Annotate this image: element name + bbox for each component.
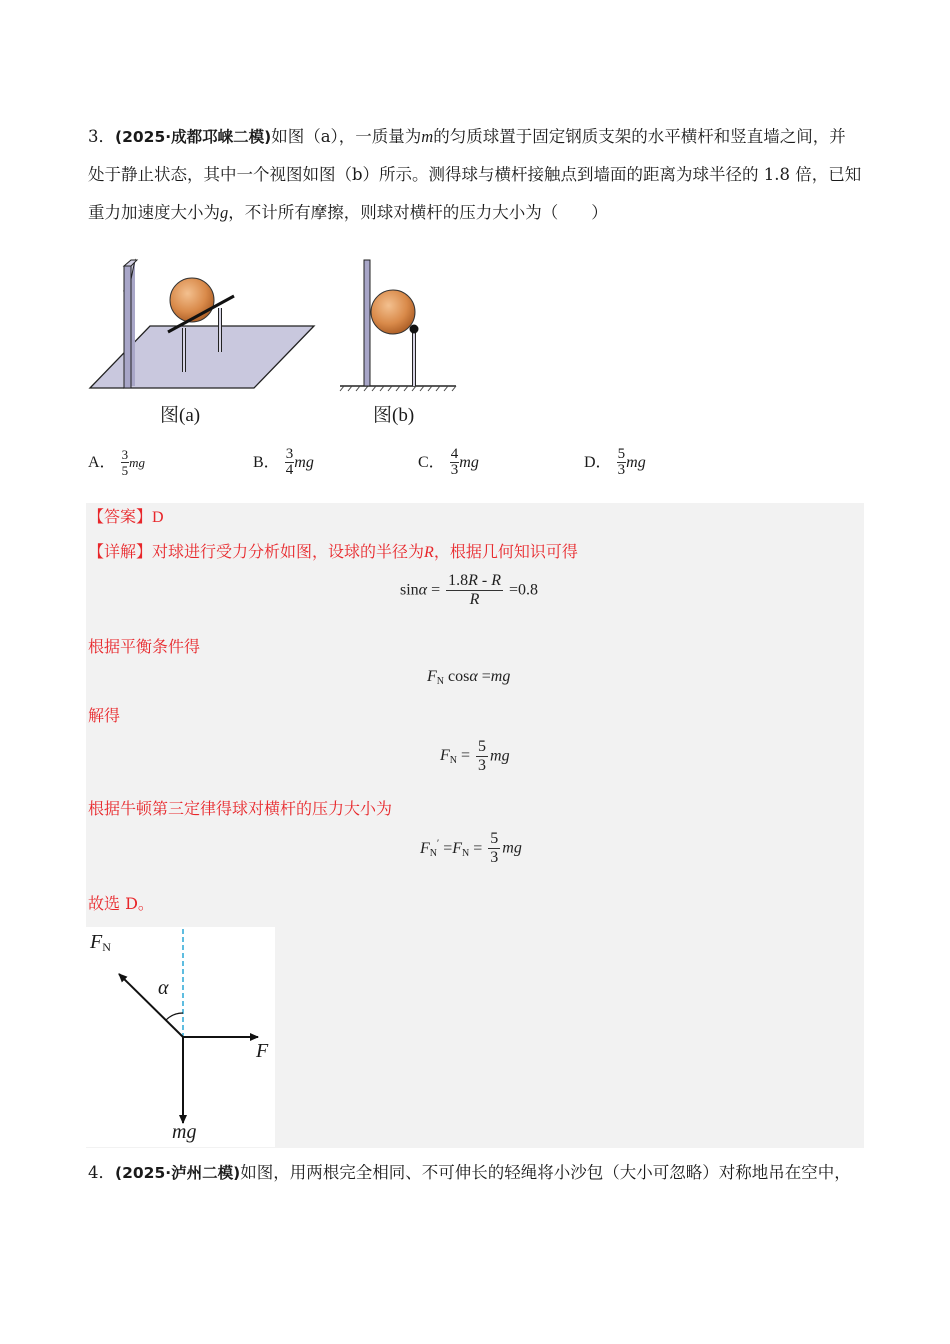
frac-num: 5 [478,738,487,755]
option-unit: mg [459,454,479,471]
question3-text: 如图（a），一质量为 [271,127,422,146]
option-letter: C． [418,454,445,471]
var-m: m [421,127,434,146]
figure-b [338,250,460,392]
option-b[interactable] [253,447,314,478]
frac-den: 3 [490,849,499,866]
formula-fn-prime: $F_N' =F_N$ = $\frac{5}{3}$ mg [420,830,522,866]
question3-line3 [88,202,608,224]
frac-num: 5 [617,446,626,462]
detail-label: 【详解】 [88,542,153,561]
force-diagram [86,927,275,1147]
frac-den: 3 [450,462,459,478]
formula-balance: $F_N$ cosα =mg [427,668,511,687]
answer-value: D [152,509,164,526]
frac-den: 4 [285,462,294,478]
text-balance: 根据平衡条件得 [88,637,201,656]
var-g: g [220,203,229,222]
frac-num: 3 [285,446,294,462]
option-a[interactable] [88,447,145,478]
text-solve: 解得 [88,706,121,725]
formula-fn: $F_N$ = $\frac{5}{3}$ mg [440,738,510,774]
force-diagram-svg [86,927,275,1147]
frac-den: 5 [121,463,129,478]
option-letter: A． [88,454,116,471]
detail-text-end: ，根据几何知识可得 [433,542,578,561]
option-d[interactable] [584,447,646,478]
figure-a-caption: 图(a) [160,405,201,426]
question3-line3-b: ，不计所有摩擦，则球对横杆的压力大小为（ ） [228,203,608,222]
option-letter: D． [584,454,612,471]
option-letter: B． [253,454,280,471]
question3-text-end: 的匀质球置于固定钢质支架的水平横杆和竖直墙之间，并 [433,127,846,146]
label-mg: mg [172,1121,197,1143]
label-f: F [256,1040,269,1062]
formula3-unit: mg [490,747,510,765]
answer-label: 【答案】 [88,507,153,526]
figure-b-caption: 图(b) [373,405,415,426]
formula4-fraction [488,830,500,867]
frac-num: 1.8R - R [448,572,501,589]
option-unit: mg [294,454,314,471]
formula3-fraction [476,738,488,775]
option-unit: mg [626,454,646,471]
label-fn [90,931,111,955]
option-fraction [617,447,627,478]
question3-number: 3． [88,127,115,146]
question4-number: 4． [88,1163,115,1182]
frac-num: 5 [490,830,499,847]
frac-den: 3 [478,757,487,774]
formula-sin-alpha: sinα = $\frac{1.8R - R}{R}$ =0.8 [400,572,539,608]
question3-source: (2025·成都邛崃二模) [115,128,272,146]
question3-line2: 处于静止状态，其中一个视图如图（b）所示。测得球与横杆接触点到墙面的距离为球半径的 1.8 倍，已知 [88,165,862,184]
formula4-unit: mg [502,839,522,857]
var-r: R [424,544,434,561]
label-alpha: α [158,977,169,999]
label-fn-main: F [90,931,103,953]
answer-line [88,506,164,529]
option-fraction [285,447,295,478]
option-unit: mg [129,455,146,470]
question4-source: (2025·泸州二模) [115,1164,241,1182]
conclusion: 故选 D。 [88,894,154,913]
question4-line1 [88,1162,851,1184]
frac-num: 4 [450,446,459,462]
question4-text: 如图，用两根完全相同、不可伸长的轻绳将小沙包（大小可忽略）对称地吊在空中， [240,1163,851,1182]
frac-num: 3 [121,447,129,462]
option-c[interactable] [418,447,479,478]
formula1-rhs: =0.8 [509,581,539,599]
question3-line3-a: 重力加速度大小为 [88,203,220,222]
detail-line [88,541,578,564]
detail-text: 对球进行受力分析如图，设球的半径为 [152,542,425,561]
formula1-fraction [446,572,503,609]
label-fn-sub: N [102,940,111,954]
option-fraction [450,447,460,478]
question3-line1 [88,126,846,148]
frac-den: R [469,591,480,608]
frac-den: 3 [617,462,626,478]
figure-a [88,250,318,392]
option-fraction [121,447,130,478]
text-newton: 根据牛顿第三定律得球对横杆的压力大小为 [88,799,393,818]
